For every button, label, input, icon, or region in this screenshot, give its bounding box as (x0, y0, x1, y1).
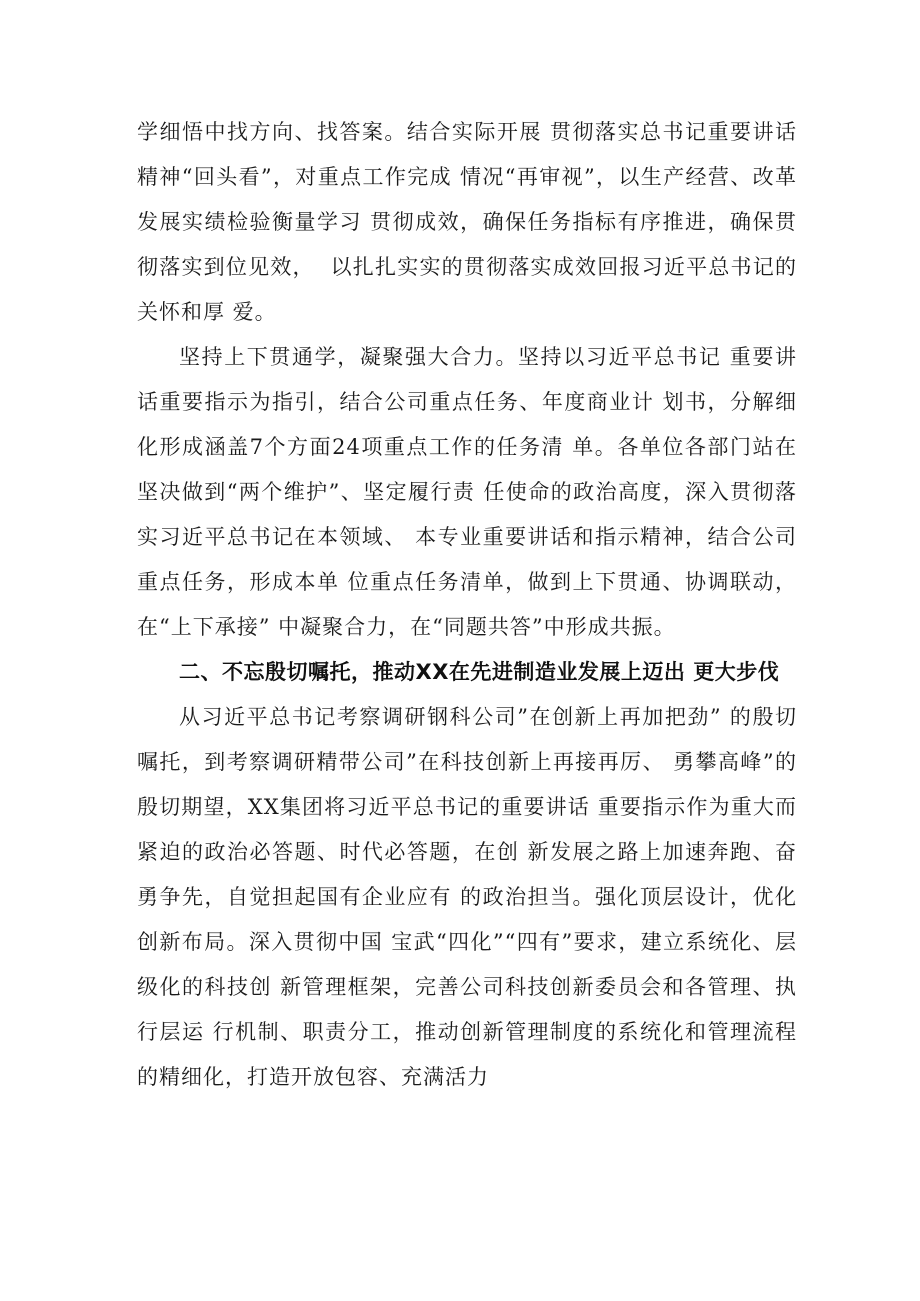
section-heading-2: 二、不忘殷切嘱托，推动XX在先进制造业发展上迈出 更大步伐 (179, 660, 780, 684)
document-body (137, 110, 805, 1100)
paragraph-1: 学细悟中找方向、找答案。结合实际开展 贯彻落实总书记重要讲话精神“回头看”，对重点工作完成 情况“再审视”，以生产经营、改革发展实绩检验衡量学习 贯彻成效，确保任务指标有序推进，确保贯彻落实到位见效， 以扎扎实实的贯彻落实成效回报习近平总书记的关怀和厚 爱。 (137, 120, 797, 324)
paragraph-2: 坚持上下贯通学，凝聚强大合力。坚持以习近平总书记 重要讲话重要指示为指引，结合公司重点任务、年度商业计 划书，分解细化形成涵盖7个方面24项重点工作的任务清 单。各单位各部门站在坚决做到“两个维护”、坚定履行责 任使命的政治高度，深入贯彻落实习近平总书记在本领域、 本专业重要讲话和指示精神，结合公司重点任务，形成本单 位重点任务清单，做到上下贯通、协调联动，在“上下承接” 中凝聚合力，在“同题共答”中形成共振。 (137, 345, 797, 639)
paragraph-3: 从习近平总书记考察调研钢科公司”在创新上再加把劲” 的殷切嘱托，到考察调研精带公司”在科技创新上再接再厉、 勇攀高峰”的殷切期望，XX集团将习近平总书记的重要讲话 重要指示作为重大而紧迫的政治必答题、时代必答题，在创 新发展之路上加速奔跑、奋勇争先，自觉担起国有企业应有 的政治担当。强化顶层设计，优化创新布局。深入贯彻中国 宝武“四化”“四有”要求，建立系统化、层级化的科技创 新管理框架，完善公司科技创新委员会和各管理、执行层运 行机制、职责分工，推动创新管理制度的系统化和管理流程 的精细化，打造开放包容、充满活力 (137, 705, 805, 1089)
